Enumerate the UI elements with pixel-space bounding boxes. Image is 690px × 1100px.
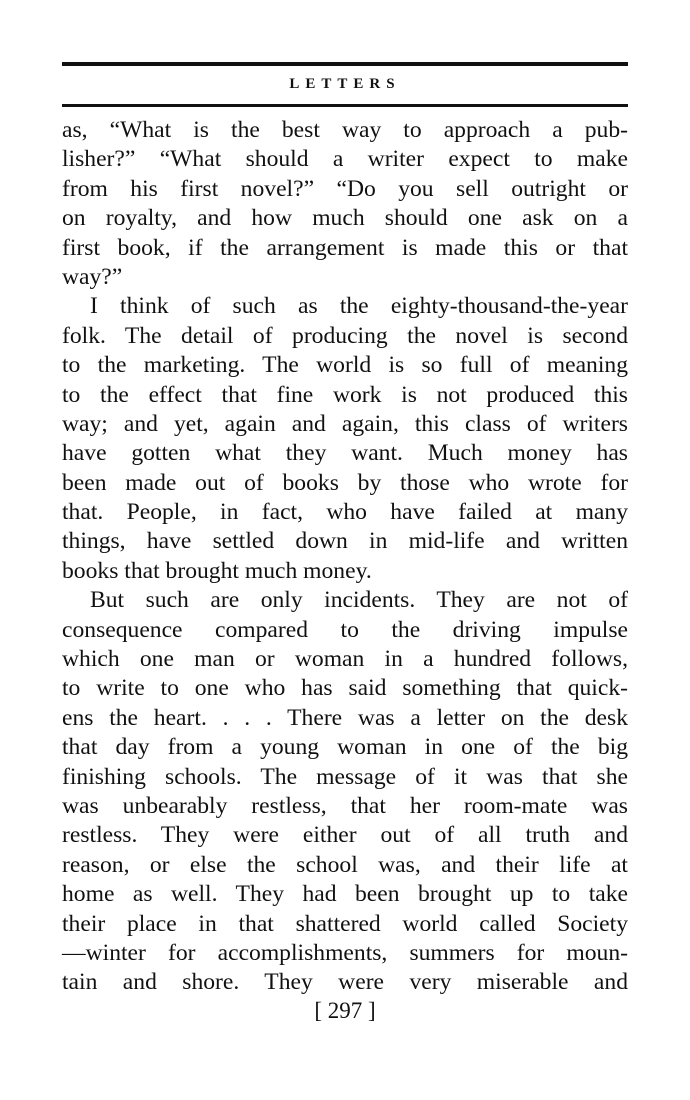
text-line: tain and shore. They were very miserable and [62,969,628,996]
text-line: from his first novel?” “Do you sell outright or [62,175,628,202]
text-line: their place in that shattered world called Society [62,910,628,937]
text-line: that day from a young woman in one of the big [62,734,628,761]
text-line: ens the heart. . . . There was a letter on the desk [62,704,628,731]
text-line: way?” [62,263,123,290]
text-line: restless. They were either out of all truth and [62,822,628,849]
text-line: to the marketing. The world is so full of meaning [62,352,628,379]
text-line: way; and yet, again and again, this class of writers [62,410,628,437]
text-line: home as well. They had been brought up to take [62,881,628,908]
page-number: [ 297 ] [314,998,376,1023]
text-line: folk. The detail of producing the novel is second [62,322,628,349]
text-line: I think of such as the eighty-thousand-the-year [90,293,628,320]
text-line: finishing schools. The message of it was that she [62,763,628,790]
text-line: But such are only incidents. They are not of [90,587,628,614]
text-line: to the effect that fine work is not produced this [62,381,628,408]
text-line: which one man or woman in a hundred follows, [62,646,628,673]
text-line: been made out of books by those who wrote for [62,469,628,496]
text-line: that. People, in fact, who have failed at many [62,499,628,526]
text-line: as, “What is the best way to approach a pub- [62,117,628,143]
text-line: first book, if the arrangement is made this or that [62,234,628,261]
text-line: consequence compared to the driving impulse [62,616,628,643]
text-line: books that brought much money. [62,557,372,584]
header-rule-bottom [62,104,628,107]
text-line: to write to one who has said something that quick- [62,675,628,702]
running-head: LETTERS [289,76,401,92]
text-line: was unbearably restless, that her room-mate was [62,792,628,819]
text-line: reason, or else the school was, and their life at [62,851,628,878]
text-line: —winter for accomplishments, summers for moun- [62,939,628,966]
text-line: lisher?” “What should a writer expect to make [62,146,628,173]
text-line: have gotten what they want. Much money has [62,440,628,467]
text-line: on royalty, and how much should one ask on a [62,205,628,232]
text-line: things, have settled down in mid-life and written [62,528,628,555]
header-rule-top [62,62,628,66]
body-text [62,116,628,998]
